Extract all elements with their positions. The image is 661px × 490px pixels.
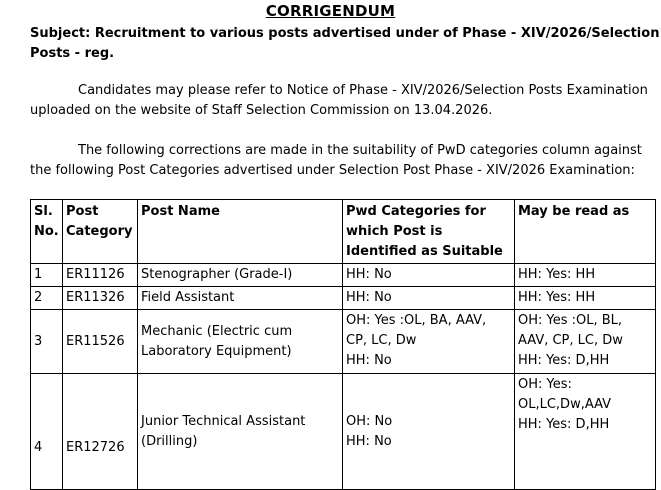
cell-read-as [515, 287, 656, 310]
notice-paragraph [30, 81, 660, 121]
document-title: CORRIGENDUM [265, 2, 396, 20]
cell-read-as [515, 310, 656, 374]
cell-sl: 3 [31, 310, 63, 374]
header-post-category-line: Post [66, 204, 99, 219]
cell-sl: 4 [31, 374, 63, 490]
header-post-name: Post Name [138, 200, 343, 264]
pwd-line: OH: No [346, 413, 393, 429]
subject-line: Subject: Recruitment to various posts advertised under of Phase - XIV/2026/Selection Posts - reg. [30, 26, 660, 61]
cell-post-name: Field Assistant [138, 287, 343, 310]
read-as-line: HH: Yes: HH [518, 290, 596, 305]
cell-pwd [343, 287, 515, 310]
table-row [31, 264, 656, 287]
read-as-line: HH: Yes: D,HH [518, 417, 610, 432]
header-pwd-categories: Pwd Categories for which Post is Identified as Suitable [343, 200, 515, 264]
header-sl-no-line: No. [34, 224, 59, 239]
cell-category: ER11326 [63, 287, 138, 310]
header-may-be-read-as: May be read as [515, 200, 656, 264]
table-row [31, 310, 656, 374]
table-row [31, 374, 656, 490]
pwd-line: HH: No [346, 267, 392, 282]
cell-post-name: Stenographer (Grade-I) [138, 264, 343, 287]
header-sl-no [31, 200, 63, 264]
table-header-row [31, 200, 656, 264]
cell-category: ER11526 [63, 310, 138, 374]
read-as-line: OH: Yes :OL, BL, AAV, CP, LC, Dw [518, 313, 623, 348]
cell-category: ER11126 [63, 264, 138, 287]
table-row [31, 287, 656, 310]
header-sl-no-line: Sl. [34, 204, 53, 219]
pwd-line: HH: No [346, 433, 392, 449]
notice-paragraph-text: Candidates may please refer to Notice of Phase - XIV/2026/Selection Posts Examination uploaded on the website of Staff Selection Commission on 13.04.2026. [30, 83, 648, 118]
header-post-category [63, 200, 138, 264]
cell-sl: 2 [31, 287, 63, 310]
cell-pwd [343, 374, 515, 490]
cell-pwd [343, 264, 515, 287]
cell-post-name: Junior Technical Assistant (Drilling) [138, 374, 343, 490]
read-as-line: OH: Yes: OL,LC,Dw,AAV [518, 377, 612, 412]
cell-post-name: Mechanic (Electric cum Laboratory Equipment) [138, 310, 343, 374]
pwd-line: OH: Yes :OL, BA, AAV, CP, LC, Dw [346, 313, 487, 348]
cell-category: ER12726 [63, 374, 138, 490]
cell-read-as [515, 264, 656, 287]
corrections-paragraph-text: The following corrections are made in the suitability of PwD categories column against the following Post Categories advertised under Selection Post Phase - XIV/2026 Examination: [30, 143, 642, 178]
header-post-category-line: Category [66, 224, 133, 239]
corrections-table [30, 199, 656, 490]
pwd-line: HH: No [346, 353, 392, 368]
cell-pwd [343, 310, 515, 374]
read-as-line: HH: Yes: D,HH [518, 353, 610, 368]
cell-sl: 1 [31, 264, 63, 287]
pwd-line: HH: No [346, 290, 392, 305]
read-as-line: HH: Yes: HH [518, 267, 596, 282]
corrections-paragraph [30, 141, 660, 181]
cell-read-as [515, 374, 656, 490]
